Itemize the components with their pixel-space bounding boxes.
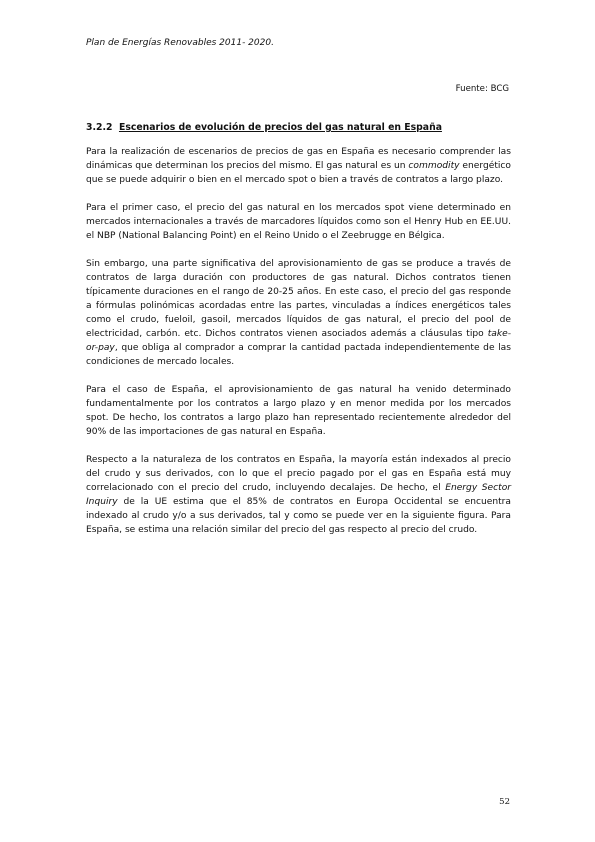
paragraph-1-part-1: Para la realización de escenarios de precios de gas en España es necesario comprender las dinámicas que determinan los precios del mismo. El gas natural es un (86, 147, 511, 171)
paragraph-5-italic-term: Energy Sector Inquiry (86, 483, 512, 507)
paragraph-2: Para el primer caso, el precio del gas natural en los mercados spot viene determinado en mercados internacionales a través de marcadores líquidos como son el Henry Hub en EE.UU. el NBP (National Balancing Point) en el Reino Unido o el Zeebrugge en Bélgica. (86, 203, 511, 241)
section-heading (86, 122, 510, 133)
paragraph-1 (86, 145, 511, 187)
paragraph-3 (86, 257, 511, 369)
section-title: Escenarios de evolución de precios del gas natural en España (118, 122, 442, 133)
paragraph-5-part-1: Respecto a la naturaleza de los contratos en España, la mayoría están indexados al precio del crudo y sus derivados, con lo que el precio pagado por el gas en España está muy correlacionado con el precio del crudo, incluyendo decalajes. De hecho, el (86, 455, 511, 493)
paragraph-5 (86, 453, 511, 537)
paragraph-3-part-1: Sin embargo, una parte significativa del aprovisionamiento de gas se produce a través de contratos de larga duración con productores de gas natural. Dichos contratos tienen típicamente duraciones en el rango de 20-25 años. En este caso, el precio del gas responde a fórmulas polinómicas acordadas entre las partes, vinculadas a índices energéticos tales como el crudo, fueloil, gasoil, mercados líquidos de gas natural, el precio del pool de electricidad, carbón. etc. Dichos contratos vienen asociados además a cláusulas tipo (86, 259, 511, 339)
paragraph-1-part-2: energético que se puede adquirir o bien en el mercado spot o bien a través de contratos a largo plazo. (86, 161, 511, 185)
figure-source: Fuente: BCG (455, 84, 509, 94)
page-number: 52 (499, 797, 510, 807)
paragraph-3-italic-term: take-or-pay (86, 329, 511, 353)
paragraph-3-part-2: , que obliga al comprador a comprar la cantidad pactada independientemente de las condiciones de mercado locales. (86, 343, 511, 367)
paragraph-5-part-2: de la UE estima que el 85% de contratos en Europa Occidental se encuentra indexado al crudo y/o a sus derivados, tal y como se puede ver en la siguiente figura. Para España, se estima una relación similar del precio del gas respecto al precio del crudo. (86, 497, 511, 535)
section-number: 3.2.2 (86, 122, 113, 133)
body-text (86, 145, 511, 551)
paragraph-1-italic-term: commodity (408, 161, 460, 171)
document-header: Plan de Energías Renovables 2011- 2020. (86, 38, 274, 48)
paragraph-4: Para el caso de España, el aprovisionamiento de gas natural ha venido determinado fundamentalmente por los contratos a largo plazo y en menor medida por los mercados spot. De hecho, los contratos a largo plazo han representado recientemente alrededor del 90% de las importaciones de gas natural en España. (86, 385, 511, 437)
